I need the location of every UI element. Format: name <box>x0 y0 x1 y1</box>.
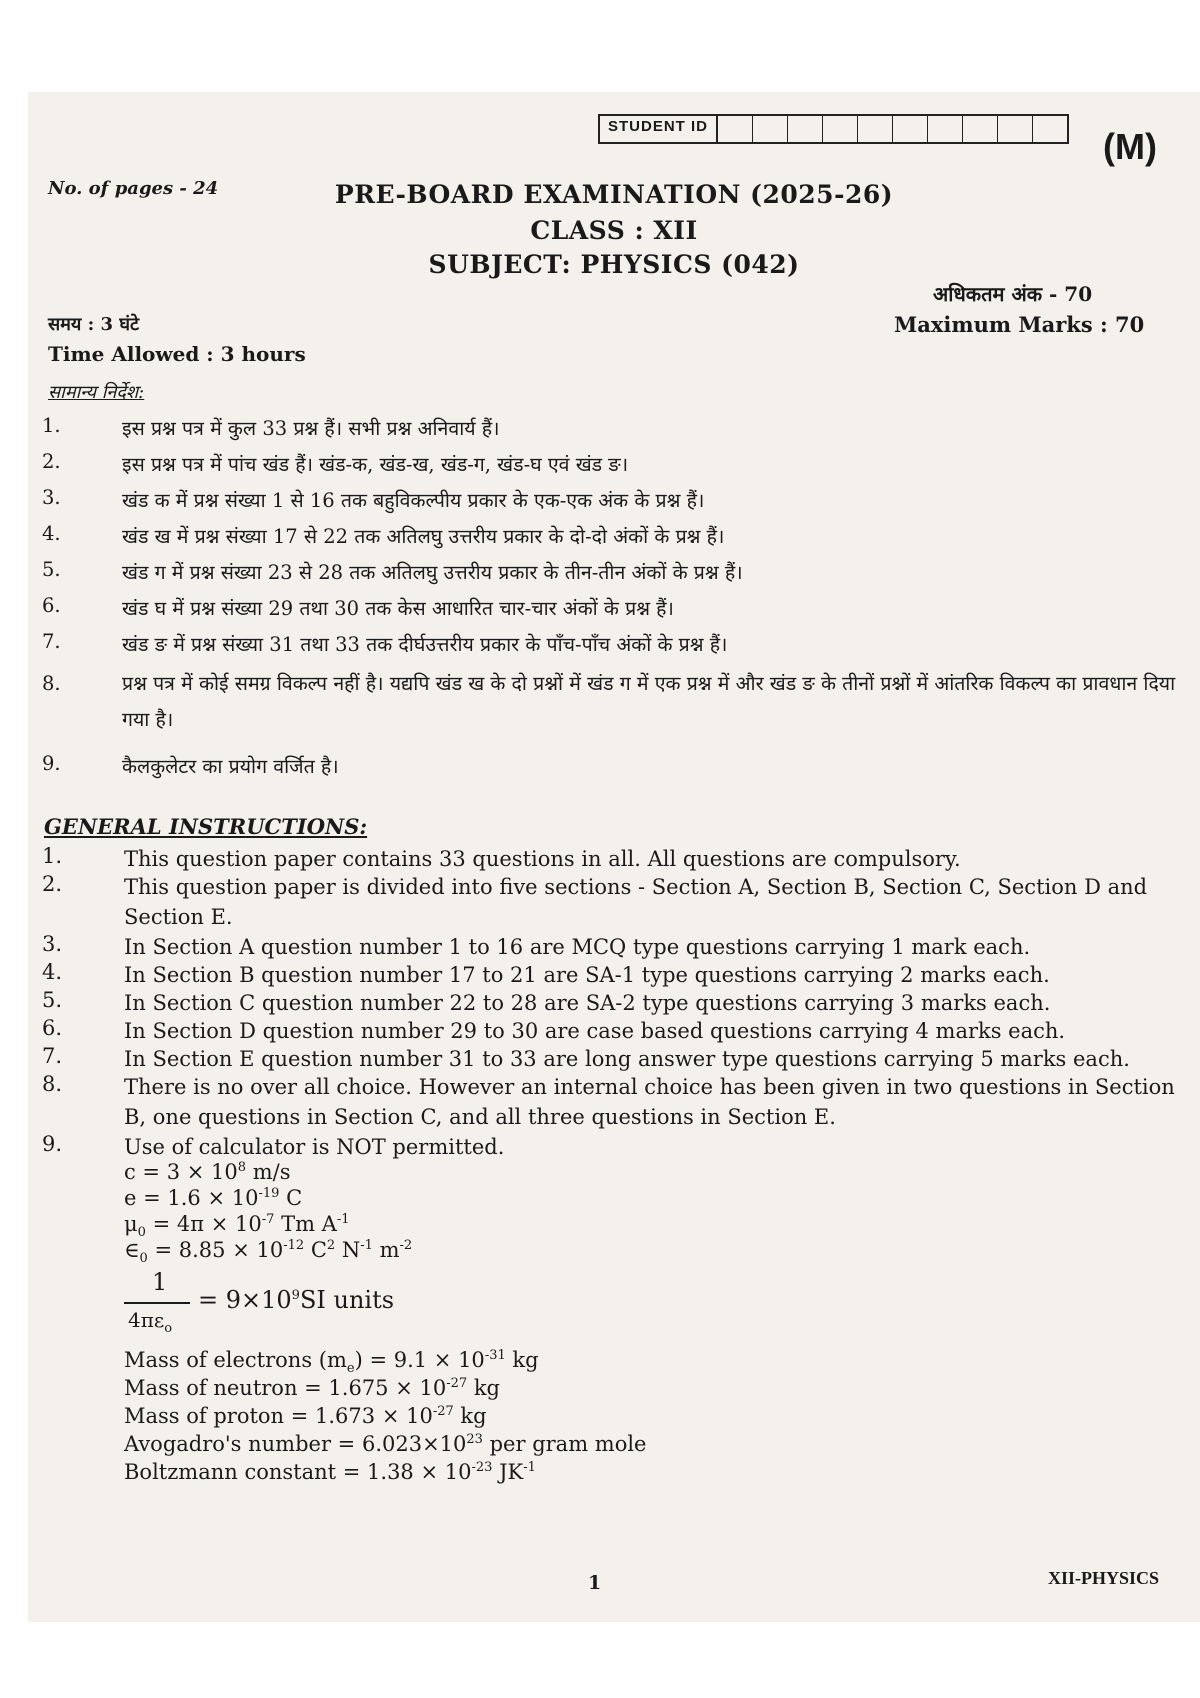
exam-title: PRE-BOARD EXAMINATION (2025-26) <box>334 180 894 209</box>
time-hindi: समय : 3 घंटे <box>48 314 140 335</box>
student-id-digit-box <box>788 116 823 142</box>
student-id-digit-box <box>823 116 858 142</box>
hindi-instructions-title: सामान्य निर्देश: <box>48 382 145 403</box>
student-id-digit-box <box>858 116 893 142</box>
student-id-digit-box <box>893 116 928 142</box>
student-id-digit-box <box>1033 116 1067 142</box>
constant-mu-zero: $\mu_0 = 4\pi \times 10^{-7}$ Tm $A^{-1}$ <box>124 1212 350 1241</box>
max-marks: Maximum Marks : 70 <box>894 312 1145 337</box>
constant-electron-charge: $e = 1.6 \times 10^{-19}$ C <box>124 1186 303 1210</box>
student-id-digit-box <box>928 116 963 142</box>
page-count: No. of pages - 24 <box>48 178 219 199</box>
exam-page: STUDENT ID (M) No. of pages - 24 PRE-BOARD EXAMINATION (2025-26) CLASS : XII SUBJECT: PHYSICS (042) अधिकतम अंक - 70 Maximum Marks : 70 समय : 3 घंटे Time Allowed : 3 hours सामान्य निर्देश: 1. इस प्रश्न पत्र में कुल 33 प्रश्न हैं। सभी प्रश्न अनिवार्य हैं। 2. इस प्रश्न पत्र में पांच खंड हैं। खंड-क, खंड-ख, खंड-ग, खंड-घ एवं खंड ङ। 3. खंड क में प्रश्न संख्या 1 से 16 तक बहुविकल्पीय प्रकार के एक-एक अंक के प्रश्न हैं। 4. खंड ख में प्रश्न संख्या 17 से 22 तक अतिलघु उत्तरीय प्रकार के दो-दो अंकों के प्रश्न हैं। 5. खंड ग में प्रश्न संख्या 23 से 28 तक अतिलघु उत्तरीय प्रकार के तीन-तीन अंकों के प्रश्न हैं। 6. खंड घ में प्रश्न संख्या 29 तथा 30 तक केस आधारित चार-चार अंकों के प्रश्न हैं। 7. खंड ङ में प्रश्न संख्या 31 तथा 33 तक दीर्घउत्तरीय प्रकार के पाँच-पाँच अंकों के प्रश्न हैं। 8. प्रश्न पत्र में कोई समग्र विकल्प नहीं है। यद्यपि खंड ख के दो प्रश्नों में खंड ग में एक प्रश्न में और खंड ङ के तीनों प्रश्नों में आंतरिक विकल्प का प्रावधान दिया गया है। 9. कैलकुलेटर का प्रयोग वर्जित है। GENERAL INSTRUCTIONS: 1. This question paper contains 33 questions in all. All questions are compulsory. 2. This question paper is divided into five sections - Section A, Section B, Section C, Section D and Section E. 3. In Section A question number 1 to 16 are MCQ type questions carrying 1 mark each. 4. In Section B question number 17 to 21 are SA-1 type questions carrying 2 marks each. 5. In Section C question number 22 to 28 are SA-2 type questions carrying 3 marks each. 6. In Section D question number 29 to 30 are case based questions carrying 4 marks each. 7. In Section E question number 31 to 33 are long answer type questions carrying 5 marks each. 8. There is no over all choice. However an internal choice has been given in two questions in Section B, one questions in Section C, and all three questions in Section E. 9. Use of calculator is NOT permitted. $c = 3 \times 10^8$ m/s $e = 1.6 \times 10^{-19}$ C $\mu_0 = 4\pi \times 10^{-7}$ Tm $A^{-1}$ $\in_0 = 8.85 \times 10^{-12}$ $C^2$ $N^{-1}$ $m^{-2}$ 1 $4\pi\varepsilon_o$ = $9\times 10^9SI$ units Mass of electrons $(m_e) = 9.1 \times 10^{-31}$ kg Mass of neutron = $1.675 \times 10^{-27}$ kg Mass of proton = $1.673 \times 10^{-27}$ kg Avogadro's number = $6.023\times 10^{23}$ per gram mole Boltzmann constant = $1.38 \times 10^{-23}$ $JK^{-1}$ 1 XII-PHYSICS <box>28 92 1200 1622</box>
constant-proton-mass: Mass of proton = $1.673 \times 10^{-27}$ kg <box>124 1404 487 1428</box>
student-id-label: STUDENT ID <box>600 116 718 142</box>
constant-avogadro: Avogadro's number = $6.023\times 10^{23}$ per gram mole <box>124 1432 647 1456</box>
student-id-digit-box <box>998 116 1033 142</box>
time-allowed: Time Allowed : 3 hours <box>48 342 306 366</box>
constant-boltzmann: Boltzmann constant = $1.38 \times 10^{-23}$ $JK^{-1}$ <box>124 1460 536 1484</box>
subject-title: SUBJECT: PHYSICS (042) <box>428 250 800 279</box>
student-id-digit-box <box>963 116 998 142</box>
student-id-digit-box <box>718 116 753 142</box>
paper-variant: (M) <box>1103 126 1157 167</box>
student-id-box <box>598 114 1069 144</box>
coulomb-constant-fraction: 1 $4\pi\varepsilon_o$ = $9\times 10^9SI$ units <box>124 1268 544 1338</box>
max-marks-hindi: अधिकतम अंक - 70 <box>933 282 1093 306</box>
constant-electron-mass: Mass of electrons $(m_e) = 9.1 \times 10^{-31}$ kg <box>124 1348 539 1377</box>
footer-label: XII-PHYSICS <box>1048 1568 1160 1588</box>
page-number: 1 <box>588 1572 602 1594</box>
constant-epsilon-zero: $\in_0 = 8.85 \times 10^{-12}$ $C^2$ $N^{-1}$ $m^{-2}$ <box>124 1238 413 1267</box>
constant-neutron-mass: Mass of neutron = $1.675 \times 10^{-27}$ kg <box>124 1376 500 1400</box>
constant-speed-of-light: $c = 3 \times 10^8$ m/s <box>124 1160 291 1184</box>
class-title: CLASS : XII <box>530 216 698 245</box>
general-instructions-title: GENERAL INSTRUCTIONS: <box>44 814 368 839</box>
student-id-digit-box <box>753 116 788 142</box>
